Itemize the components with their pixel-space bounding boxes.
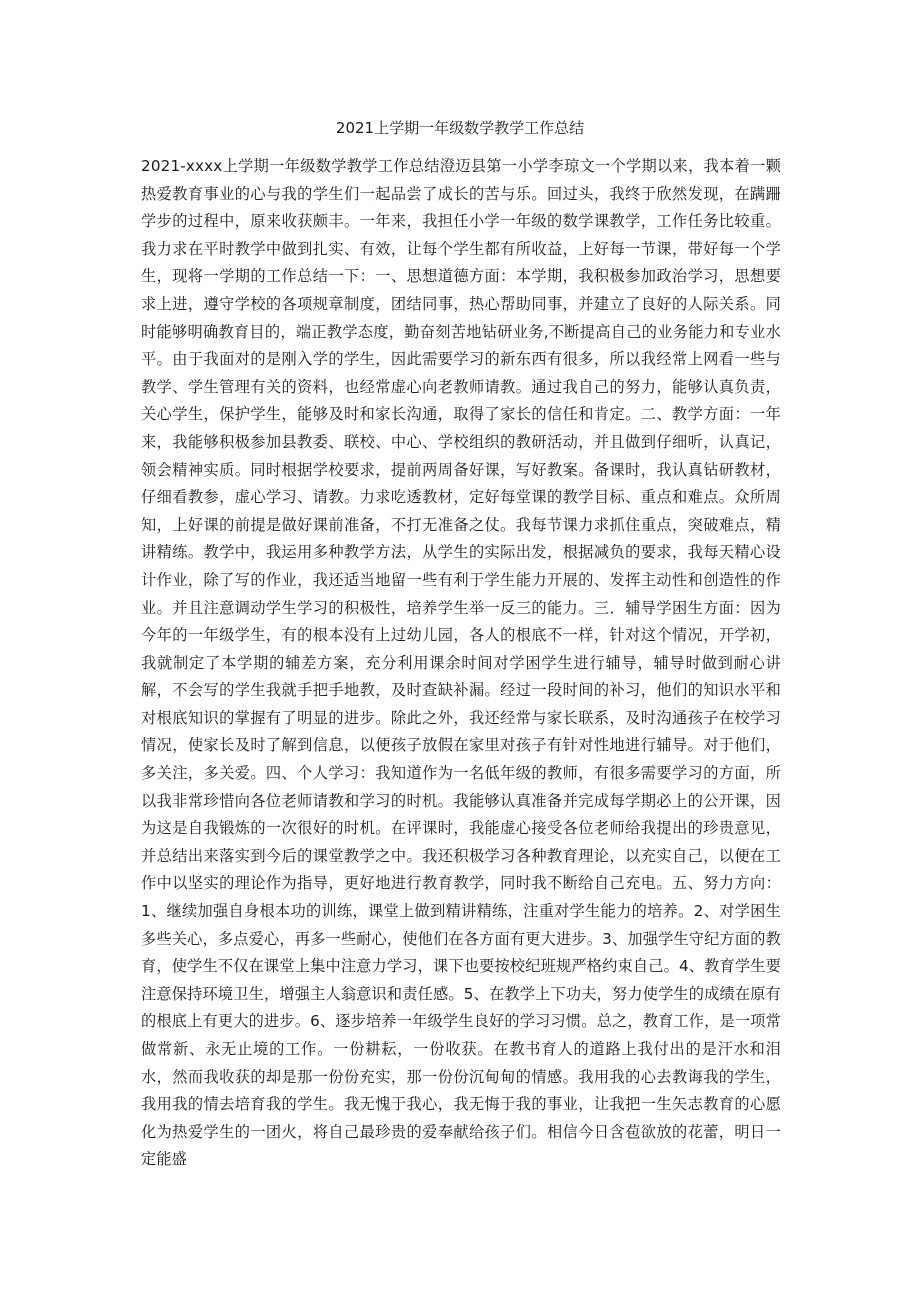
document-body-text: 2021-xxxx上学期一年级数学教学工作总结澄迈县第一小学李琼文一个学期以来，我本着一颗热爱教育事业的心与我的学生们一起品尝了成长的苦与乐。回过头，我终于欣然发现，在蹒跚学步的过程中，原来收获颇丰。一年来，我担任小学一年级的数学课教学，工作任务比较重。我力求在平时教学中做到扎实、有效，让每个学生都有所收益，上好每一节课，带好每一个学生，现将一学期的工作总结一下：一、思想道德方面：本学期，我积极参加政治学习，思想要求上进，遵守学校的各项规章制度，团结同事，热心帮助同事，并建立了良好的人际关系。同时能够明确教育目的，端正教学态度，勤奋刻苦地钻研业务,不断提高自己的业务能力和专业水平。由于我面对的是刚入学的学生，因此需要学习的新东西有很多，所以我经常上网看一些与教学、学生管理有关的资料，也经常虚心向老教师请教。通过我自己的努力，能够认真负责，关心学生，保护学生，能够及时和家长沟通，取得了家长的信任和肯定。二、教学方面：一年来，我能够积极参加县教委、联校、中心、学校组织的教研活动，并且做到仔细听，认真记，领会精神实质。同时根据学校要求，提前两周备好课，写好教案。备课时，我认真钻研教材，仔细看教参，虚心学习、请教。力求吃透教材，定好每堂课的教学目标、重点和难点。众所周知，上好课的前提是做好课前准备，不打无准备之仗。我每节课力求抓住重点，突破难点，精讲精练。教学中，我运用多种教学方法，从学生的实际出发，根据减负的要求，我每天精心设计作业，除了写的作业，我还适当地留一些有利于学生能力开展的、发挥主动性和创造性的作业。并且注意调动学生学习的积极性，培养学生举一反三的能力。三．辅导学困生方面：因为今年的一年级学生，有的根本没有上过幼儿园，各人的根底不一样，针对这个情况，开学初，我就制定了本学期的辅差方案，充分利用课余时间对学困学生进行辅导，辅导时做到耐心讲解，不会写的学生我就手把手地教，及时查缺补漏。经过一段时间的补习，他们的知识水平和对根底知识的掌握有了明显的进步。除此之外，我还经常与家长联系，及时沟通孩子在校学习情况，使家长及时了解到信息，以便孩子放假在家里对孩子有针对性地进行辅导。对于他们，多关注，多关爱。四、个人学习：我知道作为一名低年级的教师，有很多需要学习的方面，所以我非常珍惜向各位老师请教和学习的时机。我能够认真准备并完成每学期必上的公开课，因为这是自我锻炼的一次很好的时机。在评课时，我能虚心接受各位老师给我提出的珍贵意见，并总结出来落实到今后的课堂教学之中。我还积极学习各种教育理论，以充实自己，以便在工作中以坚实的理论作为指导，更好地进行教育教学，同时我不断给自己充电。五、努力方向：1、继续加强自身根本功的训练，课堂上做到精讲精练，注重对学生能力的培养。2、对学困生多些关心，多点爱心，再多一些耐心，使他们在各方面有更大进步。3、加强学生守纪方面的教育，使学生不仅在课堂上集中注意力学习，课下也要按校纪班规严格约束自己。4、教育学生要注意保持环境卫生，增强主人翁意识和责任感。5、在教学上下功夫，努力使学生的成绩在原有的根底上有更大的进步。6、逐步培养一年级学生良好的学习习惯。总之，教育工作，是一项常做常新、永无止境的工作。一份耕耘，一份收获。在教书育人的道路上我付出的是汗水和泪水，然而我收获的却是那一份份充实，那一份份沉甸甸的情感。我用我的心去教诲我的学生，我用我的情去培育我的学生。我无愧于我心，我无悔于我的事业，让我把一生矢志教育的心愿化为热爱学生的一团火，将自己最珍贵的爱奉献给孩子们。相信今日含苞欲放的花蕾，明日一定能盛 xyxy=(141,157,781,1169)
document-title: 2021上学期一年级数学教学工作总结 xyxy=(335,119,585,137)
